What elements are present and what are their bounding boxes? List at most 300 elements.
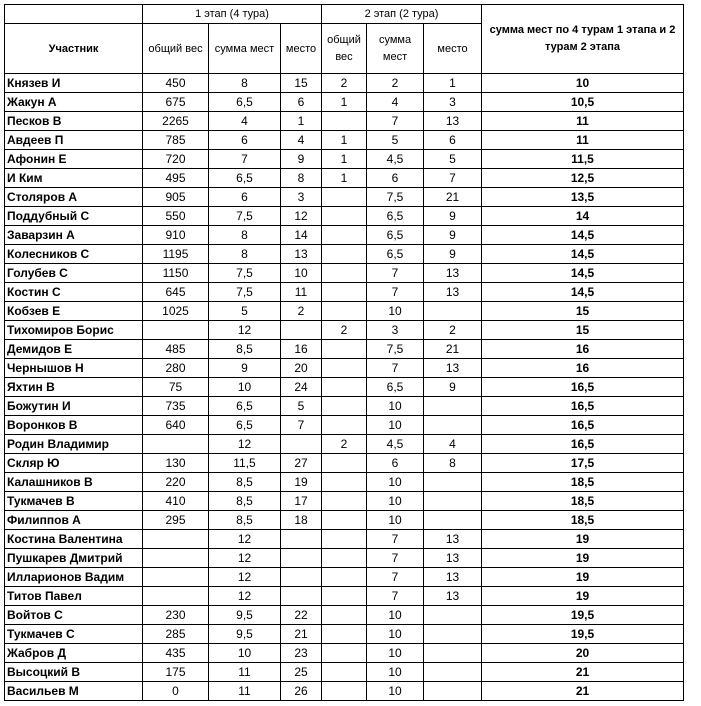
stage1-weight: [143, 549, 209, 568]
stage2-place: 2: [424, 321, 482, 340]
stage1-places-sum: 6,5: [209, 93, 281, 112]
empty-header-cell: [5, 5, 143, 24]
stage2-weight: [322, 378, 367, 397]
total-places: 17,5: [482, 454, 684, 473]
stage2-weight: [322, 359, 367, 378]
stage1-weight: [143, 530, 209, 549]
participant-name: Калашников В: [5, 473, 143, 492]
total-places: 12,5: [482, 169, 684, 188]
total-places: 18,5: [482, 492, 684, 511]
stage2-place: 13: [424, 112, 482, 131]
table-row: [5, 416, 684, 435]
stage2-weight: [322, 473, 367, 492]
stage2-place: 5: [424, 150, 482, 169]
stage1-weight: 675: [143, 93, 209, 112]
participant-name: Жакун А: [5, 93, 143, 112]
stage2-place: [424, 644, 482, 663]
stage2-places-sum: 7: [367, 587, 424, 606]
stage1-place: 5: [281, 397, 322, 416]
table-row: [5, 264, 684, 283]
stage2-weight: [322, 416, 367, 435]
stage1-place: 25: [281, 663, 322, 682]
total-places: 11,5: [482, 150, 684, 169]
stage2-places-sum: 10: [367, 416, 424, 435]
stage1-weight: [143, 435, 209, 454]
stage2-places-sum: 7: [367, 112, 424, 131]
participant-name: Авдеев П: [5, 131, 143, 150]
stage1-places-sum: 11: [209, 682, 281, 701]
participant-name: Божутин И: [5, 397, 143, 416]
total-places: 16,5: [482, 435, 684, 454]
stage1-places-sum: 7,5: [209, 264, 281, 283]
stage2-weight: [322, 226, 367, 245]
stage1-weight: 1195: [143, 245, 209, 264]
stage2-places-sum: 5: [367, 131, 424, 150]
table-row: [5, 302, 684, 321]
stage2-places-sum: 10: [367, 473, 424, 492]
stage2-place: 9: [424, 378, 482, 397]
stage2-place-header: место: [424, 24, 482, 74]
stage1-place: 8: [281, 169, 322, 188]
total-places: 14: [482, 207, 684, 226]
stage1-places-sum: 7,5: [209, 283, 281, 302]
stage2-place: 13: [424, 264, 482, 283]
stage1-place: 4: [281, 131, 322, 150]
stage2-place: 9: [424, 245, 482, 264]
stage1-place: 3: [281, 188, 322, 207]
total-header: сумма мест по 4 турам 1 этапа и 2 турам 2 этапа: [482, 5, 684, 74]
stage1-place: 10: [281, 264, 322, 283]
stage2-place: [424, 473, 482, 492]
stage1-places-sum: 8,5: [209, 511, 281, 530]
participant-name: Войтов С: [5, 606, 143, 625]
stage1-place: 7: [281, 416, 322, 435]
total-places: 10: [482, 74, 684, 93]
stage2-places-sum: 7,5: [367, 340, 424, 359]
stage2-places-sum: 7: [367, 568, 424, 587]
total-places: 18,5: [482, 473, 684, 492]
total-places: 16: [482, 359, 684, 378]
stage1-weight: [143, 568, 209, 587]
stage2-place: 3: [424, 93, 482, 112]
participant-name: Костин С: [5, 283, 143, 302]
stage2-weight: [322, 549, 367, 568]
stage2-place: 21: [424, 340, 482, 359]
stage1-weight: 495: [143, 169, 209, 188]
stage1-place: 16: [281, 340, 322, 359]
stage2-place: 7: [424, 169, 482, 188]
participant-name: Воронков В: [5, 416, 143, 435]
stage2-places-sum: 6,5: [367, 378, 424, 397]
stage1-place: 23: [281, 644, 322, 663]
stage1-weight: [143, 321, 209, 340]
stage2-weight: [322, 644, 367, 663]
stage2-weight: [322, 492, 367, 511]
stage1-weight: 410: [143, 492, 209, 511]
stage2-weight: [322, 530, 367, 549]
total-places: 14,5: [482, 245, 684, 264]
stage1-place: 15: [281, 74, 322, 93]
stage1-places-sum: 12: [209, 549, 281, 568]
total-places: 16,5: [482, 397, 684, 416]
table-row: [5, 188, 684, 207]
stage2-weight: [322, 568, 367, 587]
stage2-places-sum: 6,5: [367, 226, 424, 245]
stage1-places-sum: 8: [209, 245, 281, 264]
stage2-place: 4: [424, 435, 482, 454]
stage1-places-sum: 9,5: [209, 625, 281, 644]
table-row: [5, 663, 684, 682]
participant-name: Афонин Е: [5, 150, 143, 169]
stage2-weight-header: общий вес: [322, 24, 367, 74]
stage1-weight: 130: [143, 454, 209, 473]
participant-name: Васильев М: [5, 682, 143, 701]
stage2-places-sum: 3: [367, 321, 424, 340]
stage2-weight: 1: [322, 169, 367, 188]
stage1-weight-header: общий вес: [143, 24, 209, 74]
stage1-places-sum: 6,5: [209, 397, 281, 416]
total-places: 19: [482, 568, 684, 587]
stage2-place: [424, 302, 482, 321]
stage2-places-sum: 7,5: [367, 188, 424, 207]
stage2-header: 2 этап (2 тура): [322, 5, 482, 24]
stage2-weight: [322, 587, 367, 606]
table-row: [5, 74, 684, 93]
stage1-place: 18: [281, 511, 322, 530]
stage2-weight: [322, 245, 367, 264]
stage1-weight: 550: [143, 207, 209, 226]
participant-name: Родин Владимир: [5, 435, 143, 454]
stage2-places-sum: 7: [367, 549, 424, 568]
stage1-places-sum: 12: [209, 530, 281, 549]
stage2-places-sum: 10: [367, 492, 424, 511]
stage2-weight: 2: [322, 74, 367, 93]
stage2-place: 6: [424, 131, 482, 150]
results-table: [4, 4, 684, 701]
stage1-weight: 485: [143, 340, 209, 359]
table-row: [5, 359, 684, 378]
total-places: 11: [482, 131, 684, 150]
stage2-weight: [322, 302, 367, 321]
stage2-places-sum: 6: [367, 454, 424, 473]
stage2-places-sum: 2: [367, 74, 424, 93]
participant-name: Поддубный С: [5, 207, 143, 226]
total-places: 15: [482, 321, 684, 340]
table-row: [5, 435, 684, 454]
stage1-weight: 720: [143, 150, 209, 169]
stage1-place: 21: [281, 625, 322, 644]
total-places: 19: [482, 587, 684, 606]
participant-name: Песков В: [5, 112, 143, 131]
stage1-places-sum: 9,5: [209, 606, 281, 625]
stage2-places-sum: 10: [367, 682, 424, 701]
total-places: 19: [482, 549, 684, 568]
stage1-place: [281, 587, 322, 606]
stage2-place: [424, 416, 482, 435]
stage2-weight: [322, 397, 367, 416]
table-row: [5, 587, 684, 606]
table-row: [5, 245, 684, 264]
table-row: [5, 625, 684, 644]
stage2-weight: [322, 188, 367, 207]
stage2-place: 1: [424, 74, 482, 93]
stage2-place: 13: [424, 568, 482, 587]
stage2-weight: [322, 340, 367, 359]
table-row: [5, 511, 684, 530]
stage1-weight: 175: [143, 663, 209, 682]
table-row: [5, 340, 684, 359]
stage2-places-sum: 4: [367, 93, 424, 112]
stage1-place: 20: [281, 359, 322, 378]
stage1-weight: 910: [143, 226, 209, 245]
participant-name: Титов Павел: [5, 587, 143, 606]
table-row: [5, 150, 684, 169]
stage2-places-sum: 7: [367, 530, 424, 549]
stage1-places-sum: 12: [209, 321, 281, 340]
total-places: 14,5: [482, 264, 684, 283]
table-row: [5, 397, 684, 416]
stage2-place: [424, 511, 482, 530]
participant-name: Тихомиров Борис: [5, 321, 143, 340]
table-row: [5, 644, 684, 663]
participant-name: Жабров Д: [5, 644, 143, 663]
stage2-weight: [322, 663, 367, 682]
stage2-places-sum: 10: [367, 397, 424, 416]
stage2-places-sum-header: сумма мест: [367, 24, 424, 74]
stage2-places-sum: 4,5: [367, 150, 424, 169]
stage1-weight: 75: [143, 378, 209, 397]
stage1-weight: 435: [143, 644, 209, 663]
stage2-weight: [322, 625, 367, 644]
stage2-places-sum: 7: [367, 359, 424, 378]
stage2-place: 9: [424, 207, 482, 226]
stage1-place: 24: [281, 378, 322, 397]
stage1-places-sum: 10: [209, 378, 281, 397]
stage1-header: 1 этап (4 тура): [143, 5, 322, 24]
stage2-place: [424, 397, 482, 416]
stage1-place: 1: [281, 112, 322, 131]
stage2-places-sum: 10: [367, 644, 424, 663]
stage1-places-sum: 6,5: [209, 169, 281, 188]
total-places: 11: [482, 112, 684, 131]
stage1-places-sum-header: сумма мест: [209, 24, 281, 74]
stage1-places-sum: 11: [209, 663, 281, 682]
total-places: 19,5: [482, 606, 684, 625]
stage2-weight: 2: [322, 435, 367, 454]
stage2-place: [424, 625, 482, 644]
total-places: 20: [482, 644, 684, 663]
stage1-places-sum: 8: [209, 226, 281, 245]
stage2-places-sum: 10: [367, 625, 424, 644]
stage1-weight: 735: [143, 397, 209, 416]
total-places: 16,5: [482, 416, 684, 435]
participant-name: Чернышов Н: [5, 359, 143, 378]
stage2-place: [424, 606, 482, 625]
participant-name: Яхтин В: [5, 378, 143, 397]
table-row: [5, 549, 684, 568]
stage1-place: [281, 321, 322, 340]
participant-name: Скляр Ю: [5, 454, 143, 473]
stage2-place: 13: [424, 359, 482, 378]
stage1-places-sum: 6: [209, 131, 281, 150]
stage1-place: 12: [281, 207, 322, 226]
stage1-places-sum: 12: [209, 435, 281, 454]
stage1-places-sum: 4: [209, 112, 281, 131]
stage1-places-sum: 7: [209, 150, 281, 169]
table-row: [5, 568, 684, 587]
stage1-place: 14: [281, 226, 322, 245]
table-row: [5, 226, 684, 245]
stage2-place: [424, 682, 482, 701]
participant-name: И Ким: [5, 169, 143, 188]
stage1-places-sum: 8,5: [209, 492, 281, 511]
stage1-places-sum: 9: [209, 359, 281, 378]
participant-name: Заварзин А: [5, 226, 143, 245]
stage1-place: [281, 435, 322, 454]
total-places: 13,5: [482, 188, 684, 207]
participant-name: Голубев С: [5, 264, 143, 283]
stage1-weight: 0: [143, 682, 209, 701]
stage1-weight: 905: [143, 188, 209, 207]
stage1-weight: [143, 587, 209, 606]
stage2-places-sum: 10: [367, 663, 424, 682]
stage2-places-sum: 10: [367, 606, 424, 625]
participant-name: Илларионов Вадим: [5, 568, 143, 587]
stage1-weight: 280: [143, 359, 209, 378]
stage1-weight: 230: [143, 606, 209, 625]
total-places: 15: [482, 302, 684, 321]
stage2-weight: 1: [322, 93, 367, 112]
stage1-place: [281, 530, 322, 549]
participant-name: Пушкарев Дмитрий: [5, 549, 143, 568]
stage2-weight: [322, 682, 367, 701]
stage1-place: 27: [281, 454, 322, 473]
stage1-weight: 295: [143, 511, 209, 530]
table-row: [5, 492, 684, 511]
stage1-place: [281, 568, 322, 587]
participant-name: Демидов Е: [5, 340, 143, 359]
stage1-places-sum: 11,5: [209, 454, 281, 473]
total-places: 21: [482, 682, 684, 701]
participant-name: Князев И: [5, 74, 143, 93]
stage2-place: [424, 492, 482, 511]
participant-header: Участник: [5, 24, 143, 74]
table-row: [5, 473, 684, 492]
participant-name: Тукмачев В: [5, 492, 143, 511]
stage1-places-sum: 6,5: [209, 416, 281, 435]
stage2-place: 13: [424, 283, 482, 302]
participant-name: Филиппов А: [5, 511, 143, 530]
stage2-places-sum: 4,5: [367, 435, 424, 454]
stage2-places-sum: 6,5: [367, 245, 424, 264]
stage1-weight: 220: [143, 473, 209, 492]
table-row: [5, 131, 684, 150]
stage2-weight: [322, 112, 367, 131]
stage2-places-sum: 7: [367, 283, 424, 302]
stage1-places-sum: 5: [209, 302, 281, 321]
table-row: [5, 682, 684, 701]
stage1-weight: 450: [143, 74, 209, 93]
stage1-places-sum: 8: [209, 74, 281, 93]
participant-name: Столяров А: [5, 188, 143, 207]
stage2-weight: [322, 454, 367, 473]
stage1-places-sum: 7,5: [209, 207, 281, 226]
stage2-places-sum: 6: [367, 169, 424, 188]
stage2-place: 13: [424, 587, 482, 606]
stage2-place: 8: [424, 454, 482, 473]
table-row: [5, 93, 684, 112]
table-row: [5, 207, 684, 226]
stage1-weight: 645: [143, 283, 209, 302]
table-row: [5, 606, 684, 625]
participant-name: Кобзев Е: [5, 302, 143, 321]
stage2-places-sum: 6,5: [367, 207, 424, 226]
stage2-places-sum: 7: [367, 264, 424, 283]
stage1-place: 17: [281, 492, 322, 511]
stage1-place: 26: [281, 682, 322, 701]
stage2-weight: [322, 283, 367, 302]
participant-name: Костина Валентина: [5, 530, 143, 549]
table-row: [5, 530, 684, 549]
stage1-place-header: место: [281, 24, 322, 74]
stage2-place: 13: [424, 549, 482, 568]
stage2-place: 9: [424, 226, 482, 245]
table-row: [5, 283, 684, 302]
stage1-place: 11: [281, 283, 322, 302]
stage1-places-sum: 12: [209, 587, 281, 606]
total-places: 14,5: [482, 226, 684, 245]
stage1-weight: 285: [143, 625, 209, 644]
stage1-places-sum: 6: [209, 188, 281, 207]
stage1-place: 6: [281, 93, 322, 112]
table-row: [5, 112, 684, 131]
stage2-place: 21: [424, 188, 482, 207]
stage1-place: 22: [281, 606, 322, 625]
stage2-weight: [322, 207, 367, 226]
table-row: [5, 454, 684, 473]
stage1-place: 2: [281, 302, 322, 321]
stage2-weight: 1: [322, 131, 367, 150]
stage1-place: 13: [281, 245, 322, 264]
total-places: 10,5: [482, 93, 684, 112]
stage1-places-sum: 8,5: [209, 473, 281, 492]
stage2-weight: [322, 264, 367, 283]
total-places: 16: [482, 340, 684, 359]
stage2-weight: 2: [322, 321, 367, 340]
total-places: 19: [482, 530, 684, 549]
stage1-places-sum: 8,5: [209, 340, 281, 359]
stage1-place: 19: [281, 473, 322, 492]
stage1-weight: 785: [143, 131, 209, 150]
stage1-weight: 1025: [143, 302, 209, 321]
stage1-places-sum: 10: [209, 644, 281, 663]
stage2-places-sum: 10: [367, 302, 424, 321]
stage2-place: [424, 663, 482, 682]
total-places: 21: [482, 663, 684, 682]
stage1-weight: 640: [143, 416, 209, 435]
total-places: 19,5: [482, 625, 684, 644]
total-places: 18,5: [482, 511, 684, 530]
stage2-weight: [322, 606, 367, 625]
stage1-place: 9: [281, 150, 322, 169]
table-row: [5, 378, 684, 397]
stage2-place: 13: [424, 530, 482, 549]
participant-name: Тукмачев С: [5, 625, 143, 644]
table-row: [5, 169, 684, 188]
stage1-weight: 1150: [143, 264, 209, 283]
stage2-weight: 1: [322, 150, 367, 169]
stage1-places-sum: 12: [209, 568, 281, 587]
